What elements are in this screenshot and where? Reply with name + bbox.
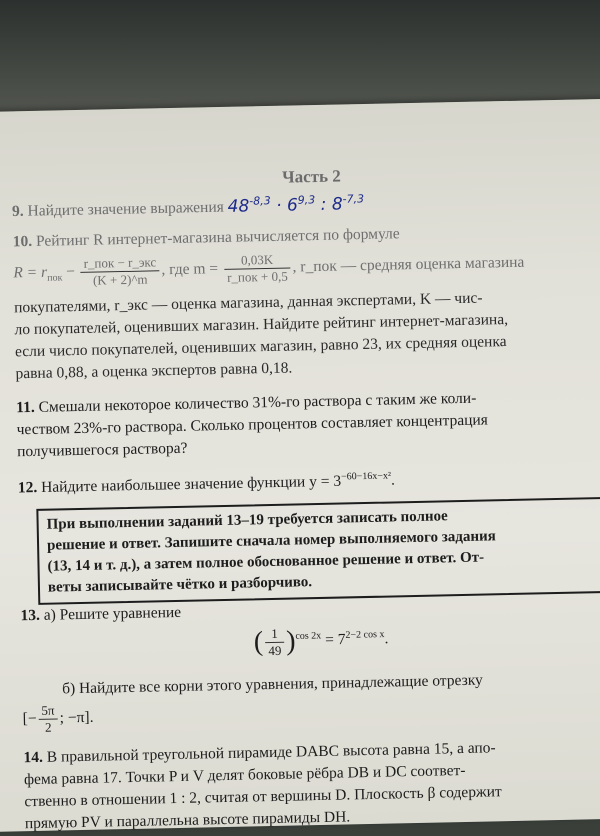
question-14: 14. В правильной треугольной пирамиде DABC высота равна 15, а апо- фема равна 17. Точки P и V делят боковые рёбра DB и DC соответ- ственно в отношении 1 : 2, считая от вершины D. Плоскость β содержит прямую PV и параллельна высоте пирамиды DH. — [23, 739, 502, 833]
q13-equation: ( $\frac{1}{49}$ )$^{cos 2x} = 7^{2-2 cos x}$. — [253, 625, 389, 658]
question-11: 11. Смешали некоторое количество 31%-го раствора с таким же коли- чеством 23%-го раствора. Сколько процентов составляет концентрация получившегося раствора? — [16, 389, 489, 461]
q10-number: 10. — [12, 232, 33, 251]
q13-part-b: б) Найдите все корни этого уравнения, принадлежащие отрезку — [61, 671, 483, 698]
q10-intro: Рейтинг R интернет-магазина вычисляется по формуле — [35, 225, 400, 250]
q10-fraction-m: $\frac{0,03K}{\text{r\_пок + 0,5}}$ — [224, 252, 291, 286]
q9-text: Найдите значение выражения — [27, 198, 224, 220]
question-12: 12. Найдите наибольшее значение функции $y = 3^{-60-16x-x^2}$. — [17, 470, 396, 497]
q10-formula: $R = r_{пок}$ − $\frac{\text{r\_пок − r\_экс}}{(K + 2)\^{}m}$ , где m = $\frac{0,03K}{\text{r\_пок + 0,5}}$ , r_пок — средняя оценка магазина — [13, 251, 525, 288]
q9-number: 9. — [11, 202, 24, 221]
worksheet-page — [0, 98, 600, 832]
q10-body: покупателями, r_экс — оценка магазина, данная экспертами, K — чис- ло покупателей, оценивших магазин. Найдите рейтинг интернет-магазина, если число покупателей, оценивших магазин, равно 23, их средняя оценка равна 0,88, а оценка экспертов равна 0,18. — [13, 289, 509, 383]
q12-exponent: −60−16x−x² — [340, 470, 392, 483]
q10-fraction-main: $\frac{\text{r\_пок − r\_экс}}{(K + 2)\^{}m}$ — [80, 254, 159, 289]
question-13: 13. а) Решите уравнение — [20, 603, 182, 625]
part-title: Часть 2 — [281, 166, 341, 187]
q13-interval: [− $\frac{5\pi}{2}$ ; −π]. — [22, 702, 94, 735]
instruction-box: При выполнении заданий 13–19 требуется записать полное решение и ответ. Запишите сначала номер выполняемого задания (13, 14 и т. д.), а затем полное обоснованное решение и ответ. От- веты записывайте чётко и разборчиво. — [36, 497, 600, 605]
q9-handwritten-expression: $48^{-8,3} \cdot 6^{9,3}$ : $8^{-7,3}$ — [227, 191, 365, 217]
